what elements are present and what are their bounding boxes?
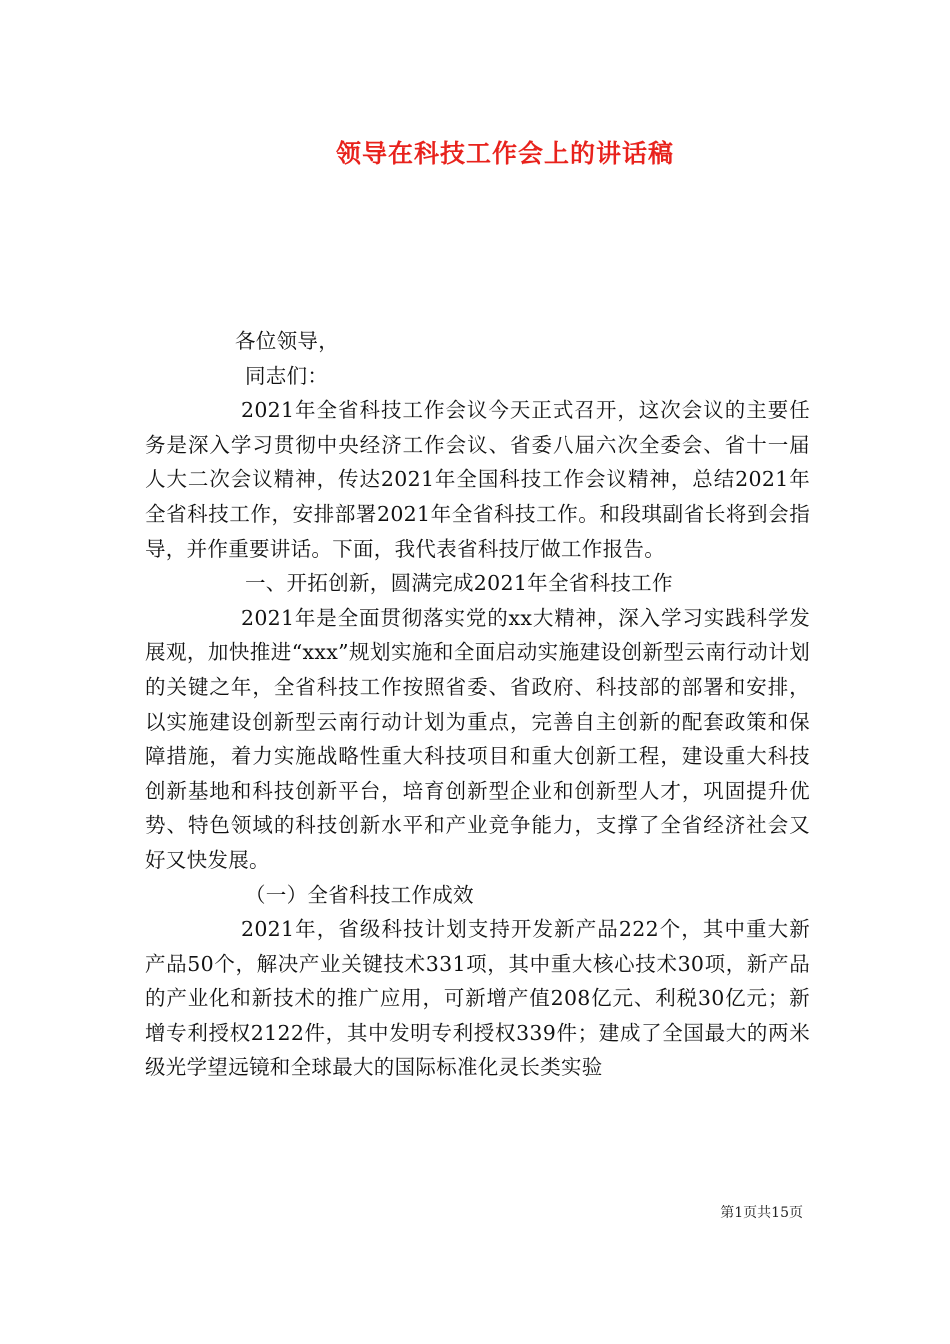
paragraph-achievements: 2021年，省级科技计划支持开发新产品222个，其中重大新产品50个，解决产业关键技术331项，其中重大核心技术30项，新产品的产业化和新技术的推广应用，可新增产值208亿元、利税30亿元；新增专利授权2122件，其中发明专利授权339件；建成了全国最大的两米级光学望远镜和全球最大的国际标准化灵长类实验 [145, 917, 810, 1080]
salutation-comrades: 同志们： [245, 363, 329, 388]
paragraph-overview: 2021年是全面贯彻落实党的xx大精神，深入学习实践科学发展观，加快推进“xxx”规划实施和全面启动实施建设创新型云南行动计划的关键之年，全省科技工作按照省委、省政府、科技部的部署和安排，以实施建设创新型云南行动计划为重点，完善自主创新的配套政策和保障措施，着力实施战略性重大科技项目和重大创新工程，建设重大科技创新基地和科技创新平台，培育创新型企业和创新型人才，巩固提升优势、特色领域的科技创新水平和产业竞争能力，支撑了全省经济社会又好又快发展。 [145, 605, 810, 872]
subsection-heading-1: （一）全省科技工作成效 [245, 882, 474, 907]
paragraph-intro: 2021年全省科技工作会议今天正式召开，这次会议的主要任务是深入学习贯彻中央经济工作会议、省委八届六次全委会、省十一届人大二次会议精神，传达2021年全国科技工作会议精神，总结2021年全省科技工作，安排部署2021年全省科技工作。和段琪副省长将到会指导，并作重要讲话。下面，我代表省科技厅做工作报告。 [145, 398, 810, 561]
document-title: 领导在科技工作会上的讲话稿 [335, 139, 674, 168]
section-heading-1: 一、开拓创新，圆满完成2021年全省科技工作 [245, 571, 673, 596]
document-body [145, 324, 810, 1085]
page-footer: 第1页共15页 [720, 1205, 803, 1221]
salutation-leaders: 各位领导， [235, 329, 339, 353]
